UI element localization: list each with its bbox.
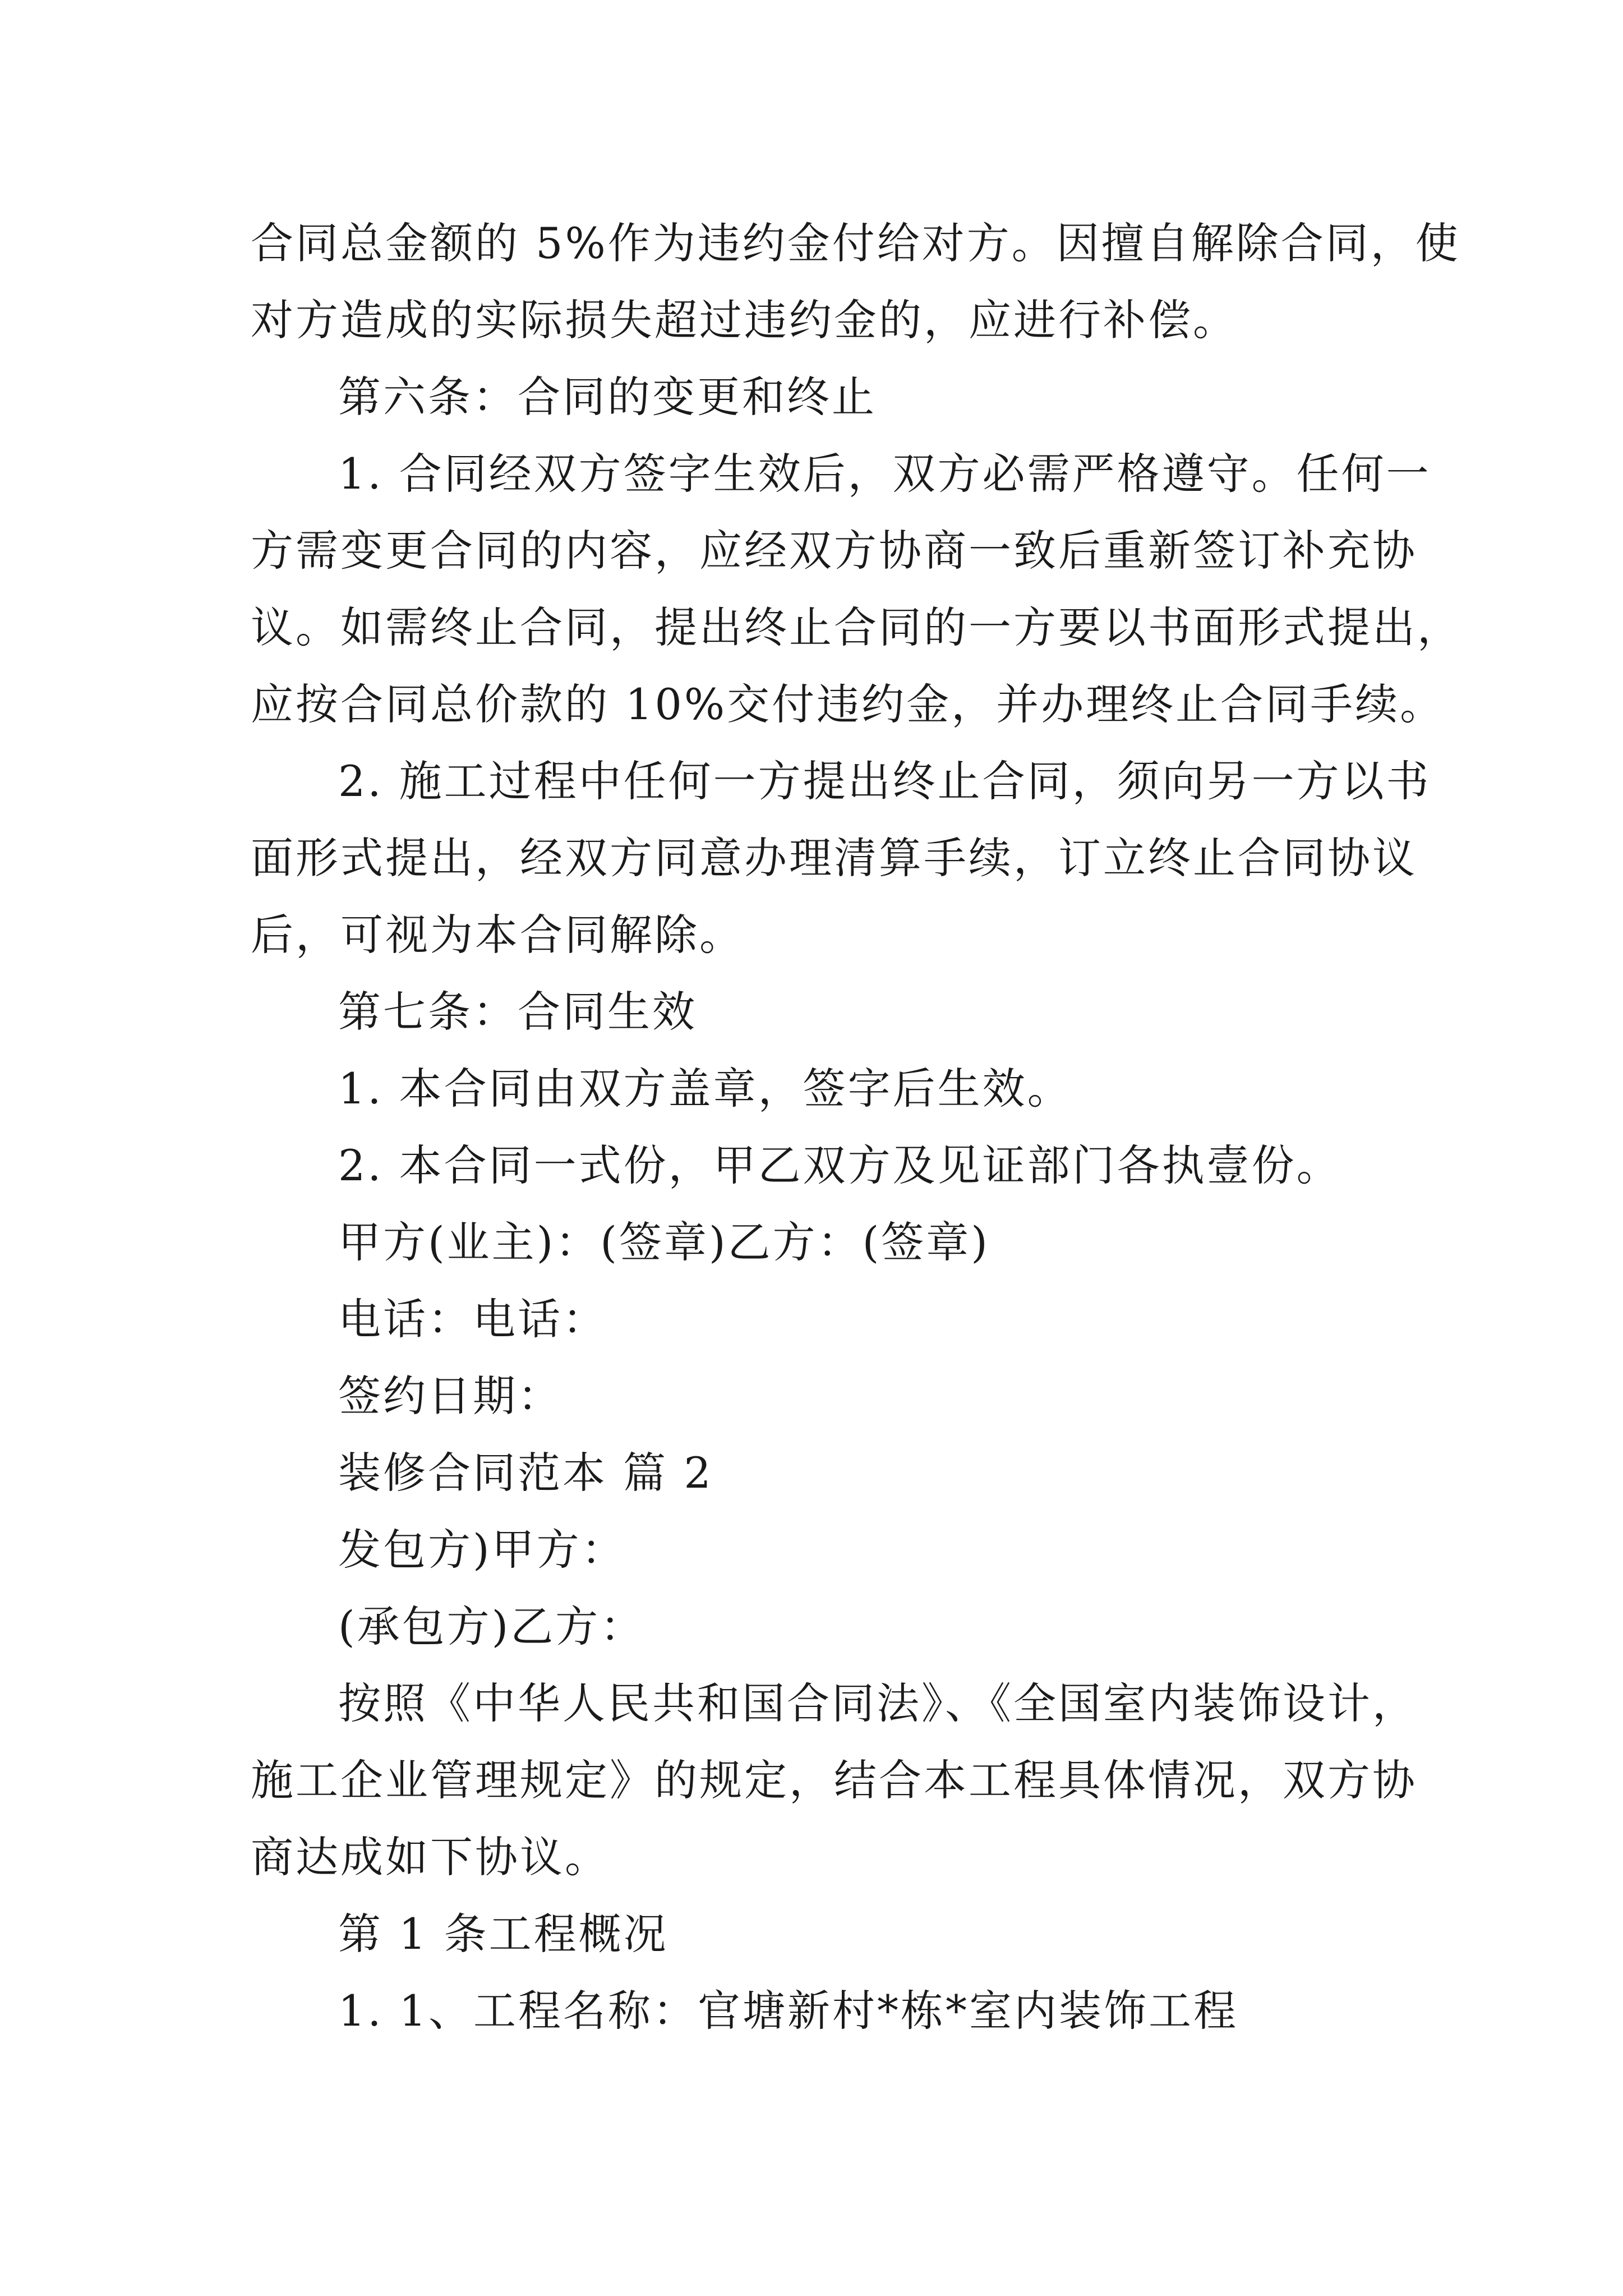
text-line-1: 合同总金额的 5%作为违约金付给对方。因擅自解除合同，使 (251, 218, 1460, 268)
section-heading-article-1: 第 1 条工程概况 (338, 1909, 668, 1959)
text-line-6: 议。如需终止合同，提出终止合同的一方要以书面形式提出， (251, 602, 1462, 652)
phone-line: 电话：电话： (338, 1294, 607, 1344)
text-line-7: 应按合同总价款的 10%交付违约金，并办理终止合同手续。 (251, 679, 1445, 729)
text-line-8: 2. 施工过程中任何一方提出终止合同，须向另一方以书 (338, 756, 1431, 806)
text-line-12: 1. 本合同由双方盖章，签字后生效。 (338, 1064, 1072, 1114)
project-name-line: 1. 1、工程名称：官塘新村*栋*室内装饰工程 (338, 1986, 1239, 2036)
text-line-5: 方需变更合同的内容，应经双方协商一致后重新签订补充协 (251, 526, 1417, 576)
text-line-21: 施工企业管理规定》的规定，结合本工程具体情况，双方协 (251, 1755, 1417, 1805)
text-line-4: 1. 合同经双方签字生效后，双方必需严格遵守。任何一 (338, 449, 1431, 499)
text-line-2: 对方造成的实际损失超过违约金的，应进行补偿。 (251, 295, 1238, 345)
contract-template-title: 装修合同范本 篇 2 (338, 1448, 713, 1498)
text-line-13: 2. 本合同一式份，甲乙双方及见证部门各执壹份。 (338, 1140, 1341, 1190)
signing-date-line: 签约日期： (338, 1371, 562, 1421)
text-line-22: 商达成如下协议。 (251, 1832, 610, 1882)
text-line-10: 后，可视为本合同解除。 (251, 910, 744, 960)
party-b-line: (承包方)乙方： (338, 1602, 645, 1651)
text-line-20: 按照《中华人民共和国合同法》、《全国室内装饰设计， (338, 1678, 1417, 1728)
section-heading-article-7: 第七条：合同生效 (338, 987, 697, 1037)
signature-party-line: 甲方(业主)：(签章)乙方：(签章) (338, 1217, 990, 1267)
party-a-line: 发包方)甲方： (338, 1525, 626, 1575)
text-line-9: 面形式提出，经双方同意办理清算手续，订立终止合同协议 (251, 833, 1417, 883)
section-heading-article-6: 第六条：合同的变更和终止 (338, 372, 877, 422)
